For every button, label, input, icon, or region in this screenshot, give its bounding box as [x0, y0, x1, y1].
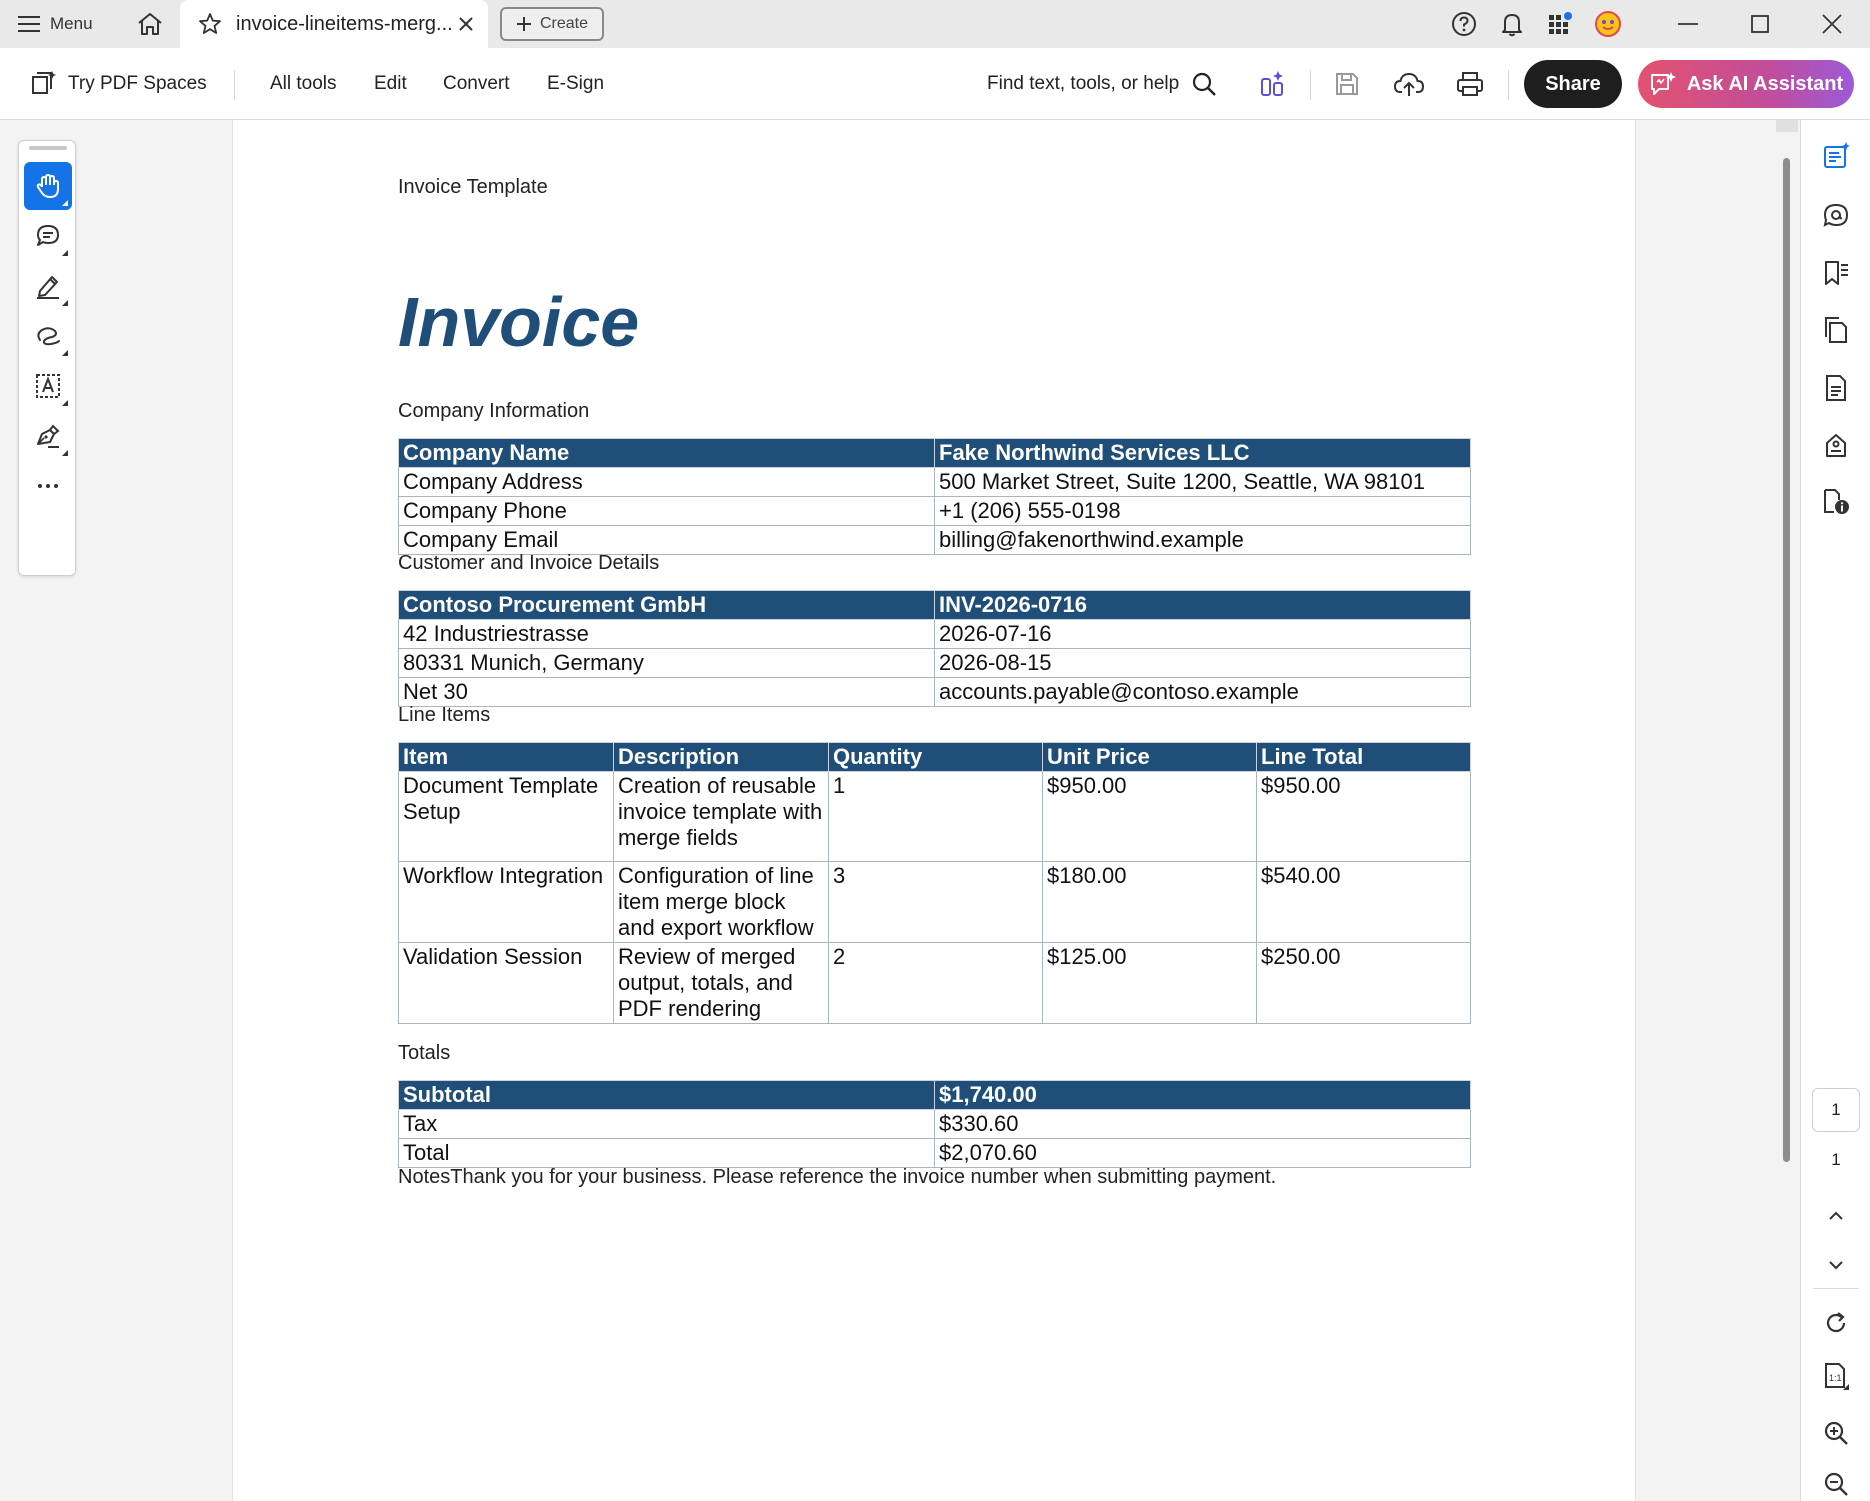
table-cell: Contoso Procurement GmbH [399, 591, 935, 620]
table-cell: $2,070.60 [935, 1139, 1471, 1168]
notifications-button[interactable] [1496, 8, 1528, 40]
comments-panel-icon [1821, 201, 1851, 231]
table-row [399, 1139, 1471, 1168]
esign-menu[interactable] [547, 48, 604, 120]
sign-tool-button[interactable] [24, 412, 72, 460]
table-cell: Company Phone [399, 497, 935, 526]
table-cell: $180.00 [1043, 862, 1257, 943]
highlight-tool-button[interactable] [24, 262, 72, 310]
document-header-text: Invoice Template [398, 176, 548, 198]
stamp-button[interactable] [1818, 427, 1854, 463]
ask-ai-label: Ask AI Assistant [1686, 72, 1844, 95]
more-tools-button[interactable] [24, 462, 72, 510]
share-button[interactable]: Share [1524, 60, 1622, 108]
document-icon [1821, 373, 1851, 403]
edit-menu[interactable] [374, 48, 407, 120]
current-page-input[interactable]: 1 [1812, 1088, 1860, 1132]
print-button[interactable] [1455, 48, 1485, 120]
tool-menu-indicator [62, 250, 68, 256]
search-icon [1191, 71, 1217, 97]
ai-summary-button[interactable] [1818, 138, 1854, 174]
sign-pen-icon [34, 422, 62, 450]
highlight-pen-icon [34, 272, 62, 300]
menu-label: Menu [50, 14, 93, 33]
bell-icon [1499, 11, 1525, 37]
create-label: Create [539, 15, 589, 32]
main-toolbar [0, 48, 1870, 120]
column-header: Description [614, 743, 829, 772]
rotate-icon [1822, 1309, 1850, 1337]
table-row [399, 526, 1471, 555]
next-page-button[interactable] [1818, 1247, 1854, 1283]
try-pdf-spaces-label: Try PDF Spaces [68, 73, 207, 94]
totals-section-label: Totals [398, 1042, 451, 1064]
comment-tool-button[interactable] [24, 212, 72, 260]
hand-icon [34, 172, 62, 200]
pdf-page [232, 120, 1636, 1501]
table-cell: $250.00 [1257, 943, 1471, 1024]
maximize-icon [1750, 14, 1770, 34]
hamburger-icon [18, 15, 40, 33]
document-tab[interactable] [180, 0, 488, 48]
table-cell: Document Template Setup [399, 772, 614, 862]
security-button[interactable] [1818, 483, 1854, 519]
print-icon [1455, 70, 1485, 98]
table-cell: $125.00 [1043, 943, 1257, 1024]
profile-avatar[interactable] [1592, 8, 1624, 40]
table-cell: 2026-07-16 [935, 620, 1471, 649]
text-select-icon [34, 372, 62, 400]
table-cell: Workflow Integration [399, 862, 614, 943]
zoom-in-icon [1822, 1419, 1850, 1447]
rail-divider [1813, 1288, 1859, 1289]
table-cell: Company Name [399, 439, 935, 468]
palette-drag-handle[interactable] [29, 146, 67, 150]
quick-tools-palette [18, 140, 76, 576]
bookmarks-icon [1821, 258, 1851, 288]
all-tools-label: All tools [270, 73, 337, 94]
ai-tools-button[interactable] [1258, 48, 1288, 120]
tool-menu-indicator [62, 300, 68, 306]
pages-icon [1821, 315, 1851, 345]
home-button[interactable] [132, 8, 168, 40]
tool-menu-indicator [62, 450, 68, 456]
table-row [399, 1081, 1471, 1110]
table-cell: Configuration of line item merge block and export workflow [614, 862, 829, 943]
table-cell: Tax [399, 1110, 935, 1139]
zoom-in-button[interactable] [1818, 1415, 1854, 1451]
table-cell: Fake Northwind Services LLC [935, 439, 1471, 468]
table-cell: $950.00 [1043, 772, 1257, 862]
column-header: Line Total [1257, 743, 1471, 772]
notes-text: NotesThank you for your business. Please reference the invoice number when submitting payment. [398, 1166, 1277, 1188]
scroll-up-arrow[interactable] [1776, 120, 1798, 132]
table-cell: Company Address [399, 468, 935, 497]
close-tab-icon[interactable] [456, 14, 476, 34]
save-button[interactable] [1333, 48, 1361, 120]
apps-button[interactable] [1544, 8, 1576, 40]
totals-table [398, 1080, 1471, 1168]
table-cell: +1 (206) 555-0198 [935, 497, 1471, 526]
chevron-down-icon [1826, 1255, 1846, 1275]
draw-tool-button[interactable] [24, 312, 72, 360]
document-properties-button[interactable] [1818, 370, 1854, 406]
table-row [399, 1110, 1471, 1139]
search-label: Find text, tools, or help [987, 73, 1180, 94]
all-tools-menu[interactable] [270, 48, 337, 120]
save-icon [1333, 70, 1361, 98]
maximize-button[interactable] [1744, 8, 1776, 40]
ai-tools-icon [1258, 69, 1288, 99]
chevron-up-icon [1826, 1206, 1846, 1226]
cloud-upload-icon [1393, 70, 1425, 98]
table-cell: Company Email [399, 526, 935, 555]
column-header: Item [399, 743, 614, 772]
search-button[interactable] [987, 48, 1217, 120]
pdf-spaces-icon [28, 69, 58, 99]
right-tools-rail [1800, 120, 1870, 1501]
table-cell: billing@fakenorthwind.example [935, 526, 1471, 555]
comment-icon [34, 222, 62, 250]
stamp-icon [1821, 430, 1851, 460]
table-cell: $330.60 [935, 1110, 1471, 1139]
invoice-heading: Invoice [398, 283, 640, 361]
tool-menu-indicator [62, 350, 68, 356]
table-header-row [399, 743, 1471, 772]
table-cell: Validation Session [399, 943, 614, 1024]
table-cell: 42 Industriestrasse [399, 620, 935, 649]
close-window-button[interactable] [1816, 8, 1848, 40]
table-cell: Review of merged output, totals, and PDF rendering [614, 943, 829, 1024]
draw-freehand-icon [34, 322, 62, 350]
zoom-out-button[interactable] [1818, 1466, 1854, 1501]
table-cell: Net 30 [399, 678, 935, 707]
title-bar [0, 0, 1870, 48]
table-row [399, 468, 1471, 497]
help-button[interactable] [1448, 8, 1480, 40]
column-header: Quantity [829, 743, 1043, 772]
try-pdf-spaces-button[interactable] [28, 48, 207, 120]
convert-menu[interactable] [443, 48, 510, 120]
table-cell: Total [399, 1139, 935, 1168]
toolbar-divider [1508, 70, 1509, 100]
text-select-tool-button[interactable] [24, 362, 72, 410]
table-cell: Creation of reusable invoice template with merge fields [614, 772, 829, 862]
table-cell: 80331 Munich, Germany [399, 649, 935, 678]
plus-icon [516, 16, 532, 32]
more-icon [36, 482, 60, 490]
table-row [399, 772, 1471, 862]
total-pages-label: 1 [1831, 1150, 1841, 1169]
table-row [399, 678, 1471, 707]
ai-summary-icon [1821, 141, 1851, 171]
edit-label: Edit [374, 73, 407, 94]
star-icon[interactable] [198, 12, 222, 36]
home-icon [136, 11, 164, 37]
toolbar-divider [1310, 70, 1311, 100]
table-cell: $540.00 [1257, 862, 1471, 943]
upload-button[interactable] [1393, 48, 1425, 120]
table-cell: Subtotal [399, 1081, 935, 1110]
company-info-table [398, 438, 1471, 555]
table-cell: 500 Market Street, Suite 1200, Seattle, WA 98101 [935, 468, 1471, 497]
table-cell: 2 [829, 943, 1043, 1024]
rotate-button[interactable] [1818, 1305, 1854, 1341]
table-row [399, 620, 1471, 649]
toolbar-divider [234, 70, 235, 100]
line-items-section-label: Line Items [398, 704, 491, 726]
scrollbar-thumb[interactable] [1783, 158, 1790, 1162]
minimize-button[interactable] [1672, 8, 1704, 40]
minimize-icon [1677, 13, 1699, 35]
line-items-table [398, 742, 1471, 1024]
comments-panel-button[interactable] [1818, 198, 1854, 234]
table-row [399, 591, 1471, 620]
ask-ai-assistant-button[interactable] [1638, 60, 1854, 108]
company-section-label: Company Information [398, 400, 590, 422]
table-row [399, 862, 1471, 943]
table-row [399, 943, 1471, 1024]
table-cell: INV-2026-0716 [935, 591, 1471, 620]
previous-page-button[interactable] [1818, 1198, 1854, 1234]
security-icon [1821, 486, 1851, 516]
table-cell: $950.00 [1257, 772, 1471, 862]
menu-button[interactable] [18, 0, 93, 48]
page-fit-button[interactable] [1818, 1358, 1854, 1394]
convert-label: Convert [443, 73, 510, 94]
help-icon [1451, 11, 1477, 37]
table-cell: 3 [829, 862, 1043, 943]
column-header: Unit Price [1043, 743, 1257, 772]
bookmarks-button[interactable] [1818, 255, 1854, 291]
tool-menu-indicator [62, 200, 68, 206]
ai-assistant-icon [1649, 70, 1677, 98]
zoom-out-icon [1822, 1470, 1850, 1498]
page-fit-icon [1821, 1361, 1851, 1391]
table-row [399, 439, 1471, 468]
svg-text:1:1: 1:1 [1829, 1373, 1842, 1383]
tab-title: invoice-lineitems-merg... [236, 12, 453, 35]
customer-details-table [398, 590, 1471, 707]
customer-section-label: Customer and Invoice Details [398, 552, 660, 574]
tool-menu-indicator [62, 400, 68, 406]
table-cell: 1 [829, 772, 1043, 862]
vertical-scrollbar[interactable] [1774, 120, 1800, 1501]
create-button[interactable] [500, 7, 604, 41]
apps-grid-icon [1546, 10, 1574, 38]
table-cell: 2026-08-15 [935, 649, 1471, 678]
table-row [399, 649, 1471, 678]
close-icon [1821, 13, 1843, 35]
table-cell: $1,740.00 [935, 1081, 1471, 1110]
table-cell: accounts.payable@contoso.example [935, 678, 1471, 707]
pages-button[interactable] [1818, 312, 1854, 348]
table-row [399, 497, 1471, 526]
esign-label: E-Sign [547, 73, 605, 94]
hand-tool-button[interactable] [24, 162, 72, 210]
avatar-icon [1594, 10, 1622, 38]
